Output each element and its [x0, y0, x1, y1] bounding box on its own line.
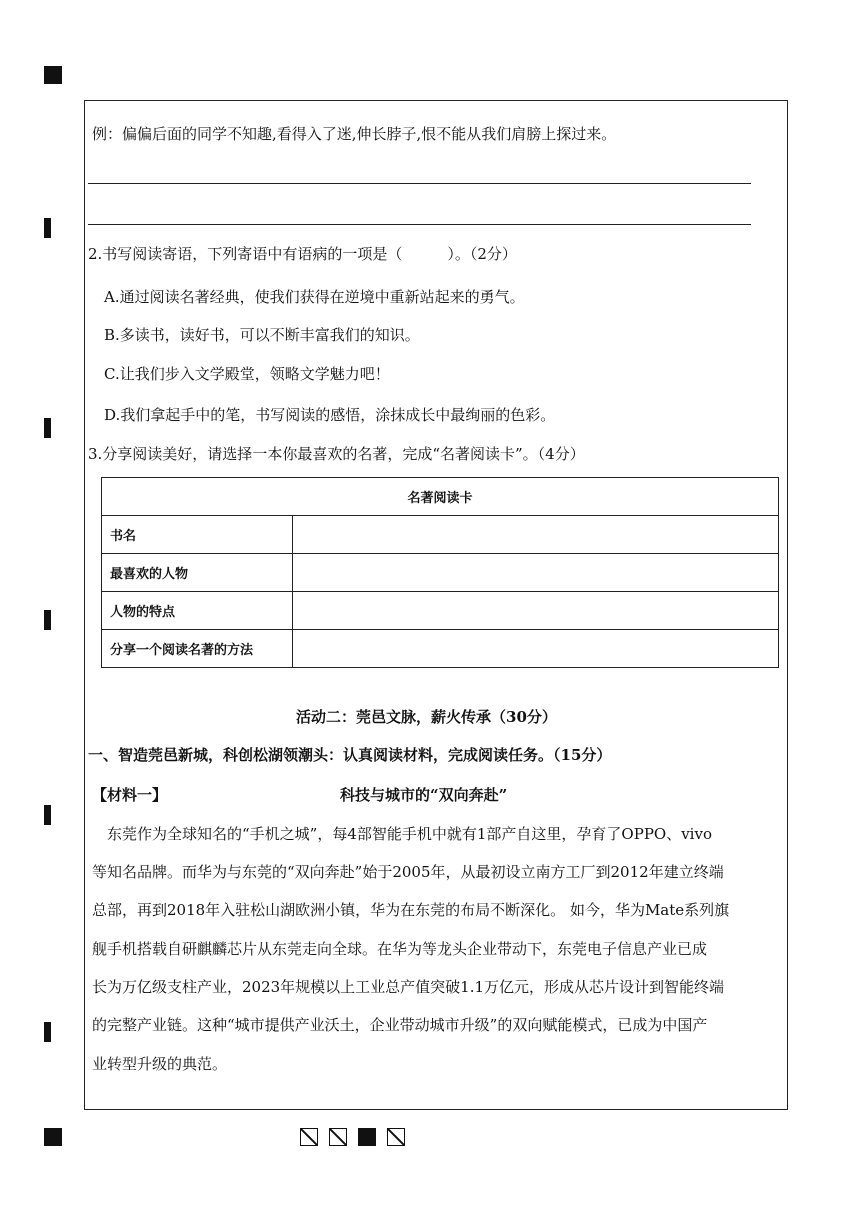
question-2-option-c: C.让我们步入文学殿堂，领略文学魅力吧！ [104, 365, 390, 383]
question-2-option-b: B.多读书，读好书，可以不断丰富我们的知识。 [104, 326, 420, 344]
answer-line-1[interactable] [88, 183, 751, 184]
paragraph-line-3: 总部，再到2018年入驻松山湖欧洲小镇，华为在东莞的布局不断深化。 如今，华为Mate系列旗 [92, 901, 730, 919]
page-code-box-1 [300, 1128, 318, 1146]
answer-line-2[interactable] [88, 224, 751, 225]
registration-mark-top-left [44, 66, 62, 84]
reading-card-label-method: 分享一个阅读名著的方法 [102, 630, 293, 668]
reading-card-field-traits[interactable] [293, 592, 779, 630]
section-1-heading: 一、智造莞邑新城，科创松湖领潮头：认真阅读材料，完成阅读任务。（15分） [88, 746, 612, 764]
reading-card-field-method[interactable] [293, 630, 779, 668]
question-2-stem: 2.书写阅读寄语，下列寄语中有语病的一项是（ ）。（2分） [88, 245, 517, 263]
registration-mark-left-5 [44, 1022, 51, 1042]
paragraph-line-7: 业转型升级的典范。 [92, 1055, 228, 1073]
reading-card-field-book[interactable] [293, 516, 779, 554]
question-2-option-a: A.通过阅读名著经典，使我们获得在逆境中重新站起来的勇气。 [104, 288, 525, 306]
registration-mark-left-3 [44, 610, 51, 630]
page-code-box-2 [329, 1128, 347, 1146]
example-sentence: 例：偏偏后面的同学不知趣,看得入了迷,伸长脖子,恨不能从我们肩膀上探过来。 [92, 125, 617, 143]
registration-mark-left-4 [44, 805, 51, 825]
reading-card-field-character[interactable] [293, 554, 779, 592]
registration-mark-left-2 [44, 418, 51, 438]
paragraph-line-4: 舰手机搭载自研麒麟芯片从东莞走向全球。在华为等龙头企业带动下，东莞电子信息产业已成 [92, 940, 708, 958]
material-label: 【材料一】 [92, 786, 168, 804]
reading-card-title: 名著阅读卡 [102, 478, 779, 516]
activity-2-title: 活动二：莞邑文脉，薪火传承（30分） [296, 708, 557, 726]
paragraph-line-5: 长为万亿级支柱产业，2023年规模以上工业总产值突破1.1万亿元，形成从芯片设计到智能终端 [92, 978, 725, 996]
paragraph-line-6: 的完整产业链。这种“城市提供产业沃土，企业带动城市升级”的双向赋能模式，已成为中国产 [92, 1016, 708, 1034]
reading-card-label-book: 书名 [102, 516, 293, 554]
material-title: 科技与城市的“双向奔赴” [340, 786, 508, 804]
page-code-box-4 [387, 1128, 405, 1146]
reading-card-label-character: 最喜欢的人物 [102, 554, 293, 592]
reading-card-table [101, 477, 779, 668]
question-3-stem: 3.分享阅读美好，请选择一本你最喜欢的名著，完成“名著阅读卡”。（4分） [88, 445, 585, 463]
registration-mark-bottom-left [44, 1128, 62, 1146]
paragraph-line-1: 东莞作为全球知名的“手机之城”，每4部智能手机中就有1部产自这里，孕育了OPPO、vivo [92, 825, 712, 843]
question-2-option-d: D.我们拿起手中的笔，书写阅读的感悟，涂抹成长中最绚丽的色彩。 [104, 406, 556, 424]
page-code-box-3 [358, 1128, 376, 1146]
reading-card-label-traits: 人物的特点 [102, 592, 293, 630]
paragraph-line-2: 等知名品牌。而华为与东莞的“双向奔赴”始于2005年，从最初设立南方工厂到2012年建立终端 [92, 863, 724, 881]
registration-mark-left-1 [44, 218, 51, 238]
